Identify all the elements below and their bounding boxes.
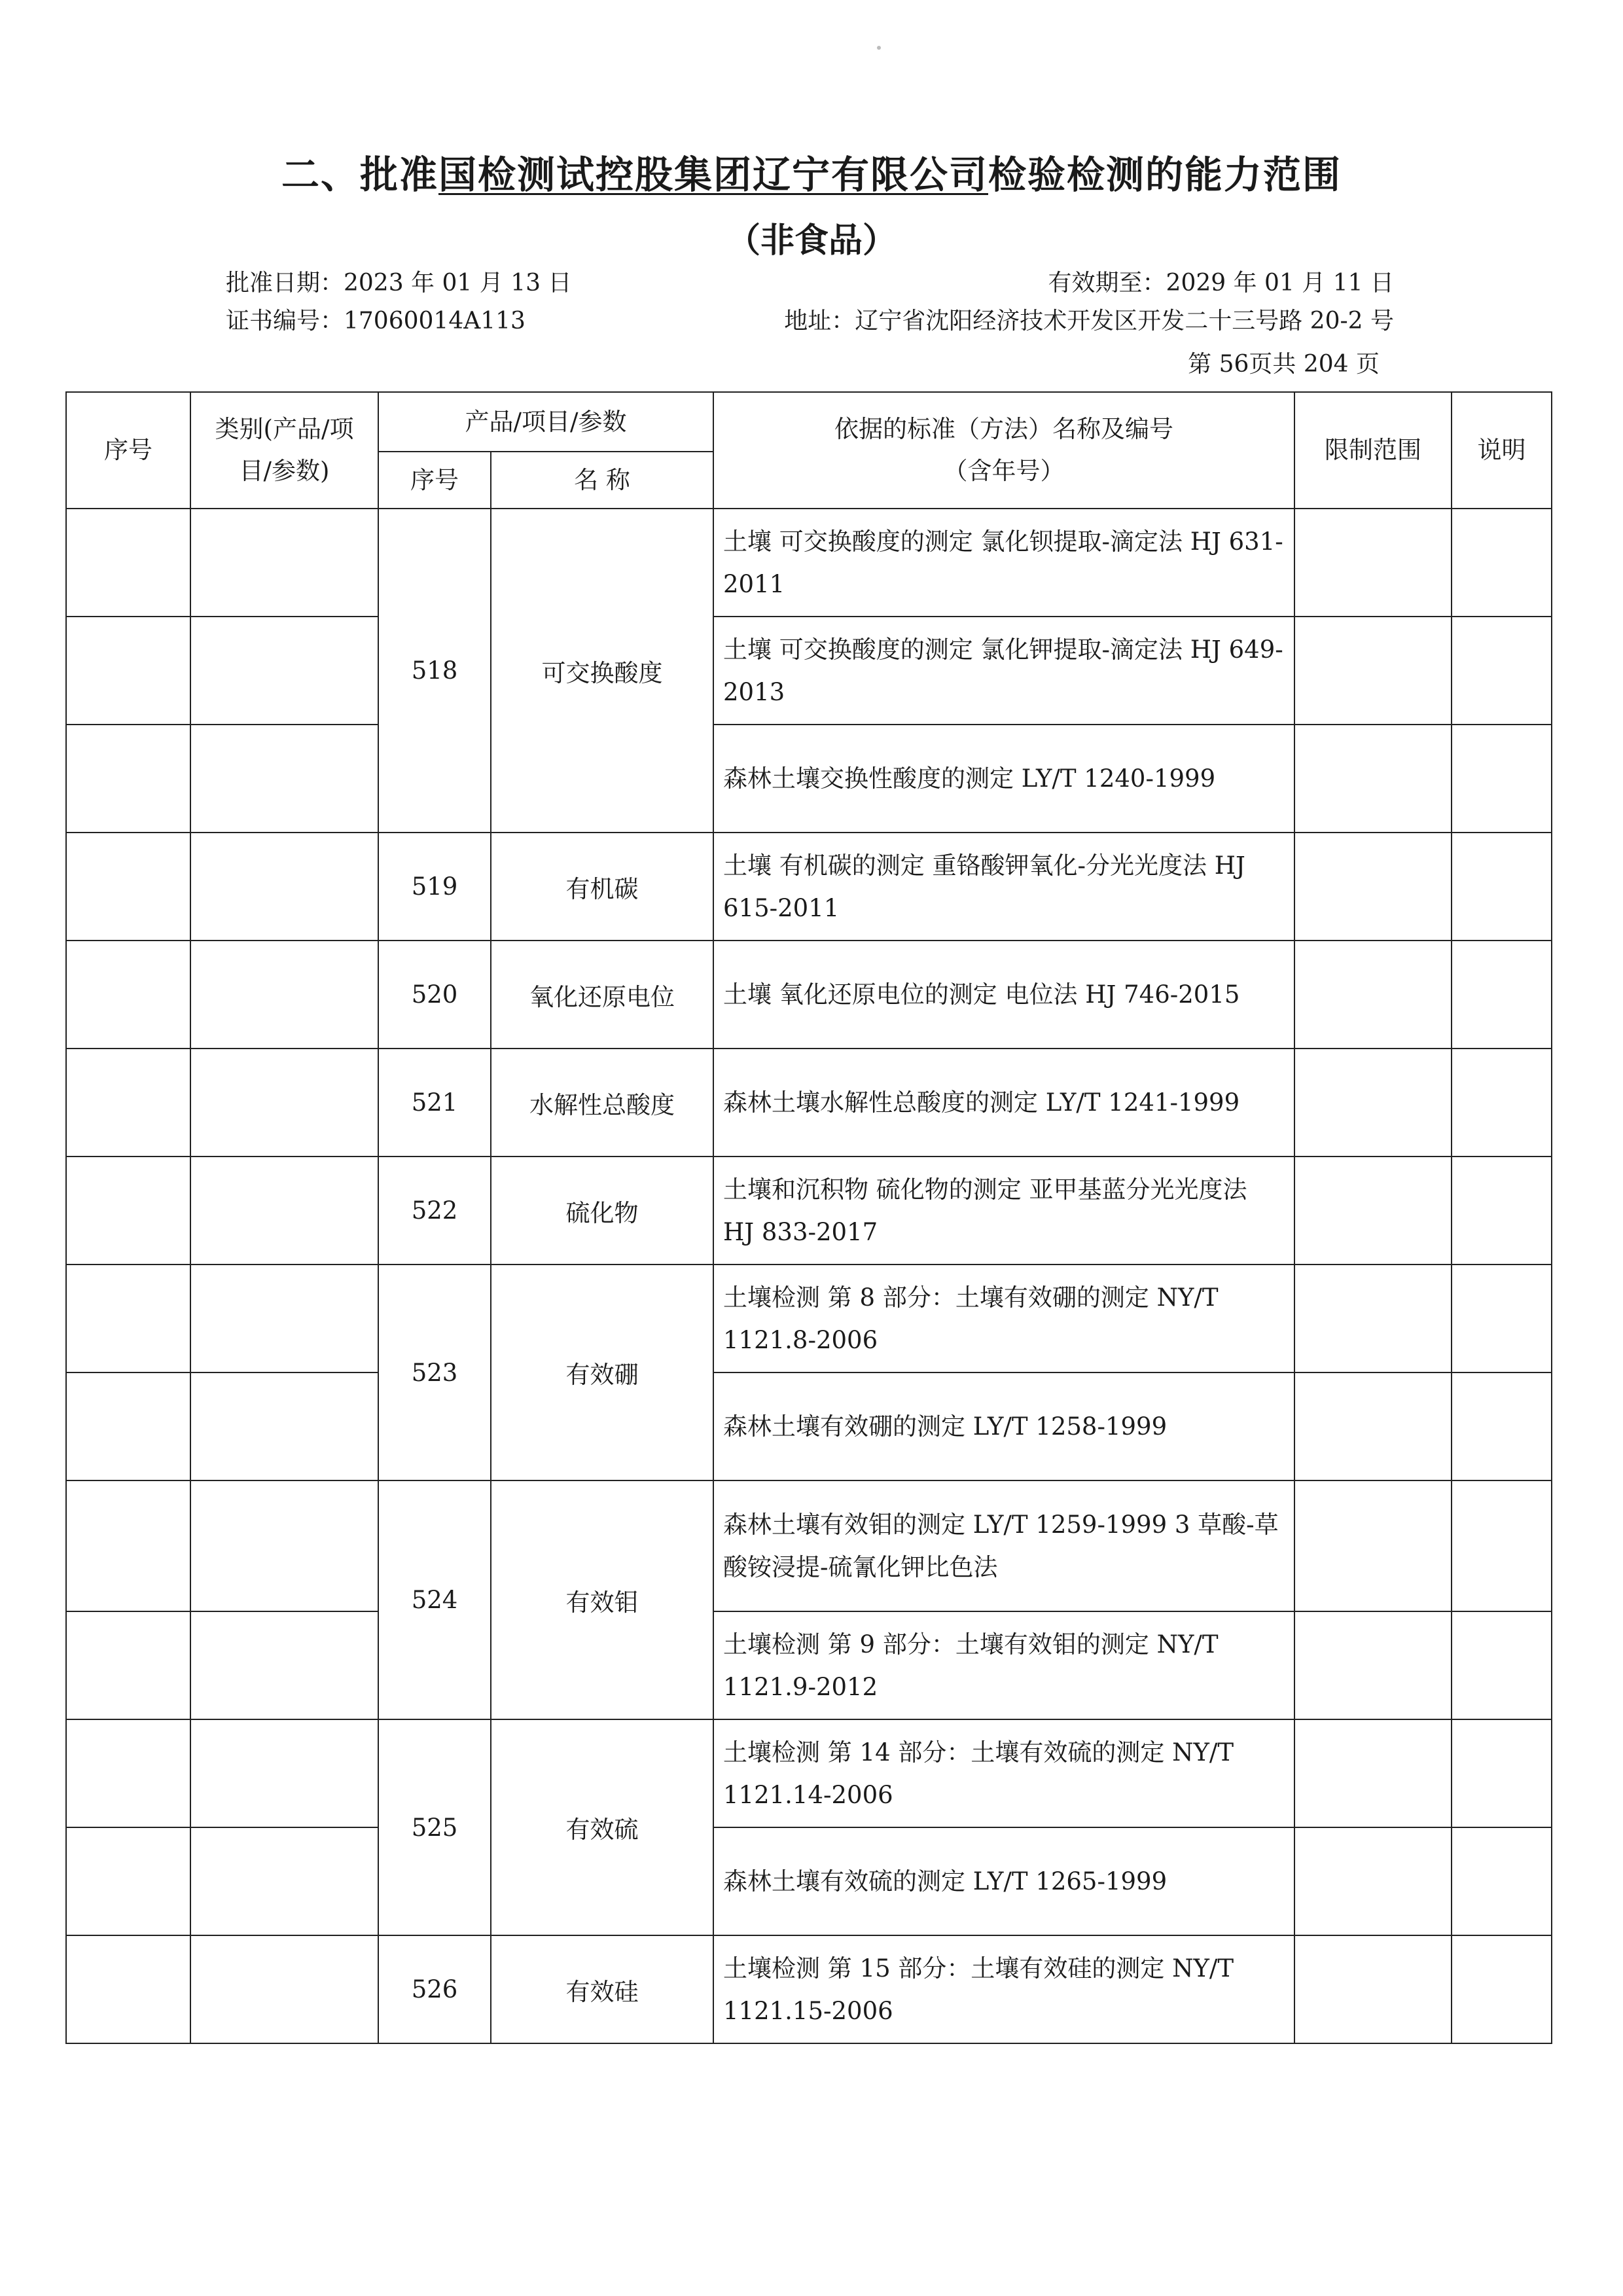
table-row — [66, 833, 1552, 941]
table-row — [66, 725, 1552, 833]
document-subtitle: （非食品） — [726, 221, 897, 260]
category-cell — [190, 1935, 378, 2043]
note-cell — [1452, 509, 1552, 617]
note-cell — [1452, 1827, 1552, 1935]
seq-cell — [66, 1372, 190, 1480]
table-row — [66, 1480, 1552, 1611]
address: 地址：辽宁省沈阳经济技术开发区开发二十三号路 20-2 号 — [784, 308, 1394, 334]
note-cell — [1452, 617, 1552, 725]
limit-cell — [1294, 1827, 1452, 1935]
item-number: 525 — [378, 1719, 491, 1935]
category-cell — [190, 1719, 378, 1827]
seq-cell — [66, 941, 190, 1049]
standard-cell: 土壤检测 第 15 部分：土壤有效硅的测定 NY/T 1121.15-2006 — [713, 1935, 1294, 2043]
category-cell — [190, 1372, 378, 1480]
item-number: 519 — [378, 833, 491, 941]
category-cell — [190, 1265, 378, 1372]
table-row — [66, 941, 1552, 1049]
item-name: 水解性总酸度 — [491, 1049, 713, 1157]
header-seq: 序号 — [66, 392, 190, 509]
category-cell — [190, 509, 378, 617]
category-cell — [190, 725, 378, 833]
standard-cell: 土壤 可交换酸度的测定 氯化钡提取-滴定法 HJ 631-2011 — [713, 509, 1294, 617]
limit-cell — [1294, 1265, 1452, 1372]
item-number: 520 — [378, 941, 491, 1049]
note-cell — [1452, 1719, 1552, 1827]
item-name: 硫化物 — [491, 1157, 713, 1265]
standard-cell: 森林土壤交换性酸度的测定 LY/T 1240-1999 — [713, 725, 1294, 833]
seq-cell — [66, 725, 190, 833]
table-row — [66, 1611, 1552, 1719]
header-category: 类别(产品/项目/参数) — [190, 392, 378, 509]
item-number: 521 — [378, 1049, 491, 1157]
limit-cell — [1294, 941, 1452, 1049]
limit-cell — [1294, 1935, 1452, 2043]
limit-cell — [1294, 1372, 1452, 1480]
table-row — [66, 1265, 1552, 1372]
category-cell — [190, 617, 378, 725]
seq-cell — [66, 833, 190, 941]
seq-cell — [66, 1265, 190, 1372]
category-cell — [190, 833, 378, 941]
header-note: 说明 — [1452, 392, 1552, 509]
table-row — [66, 1719, 1552, 1827]
standard-cell: 森林土壤有效钼的测定 LY/T 1259-1999 3 草酸-草酸铵浸提-硫氰化钾比色法 — [713, 1480, 1294, 1611]
limit-cell — [1294, 1480, 1452, 1611]
document-title — [0, 144, 1623, 199]
limit-cell — [1294, 1611, 1452, 1719]
limit-cell — [1294, 1049, 1452, 1157]
item-number: 526 — [378, 1935, 491, 2043]
item-name: 有效硼 — [491, 1265, 713, 1480]
table-row — [66, 1935, 1552, 2043]
standard-cell: 森林土壤有效硫的测定 LY/T 1265-1999 — [713, 1827, 1294, 1935]
header-product-group: 产品/项目/参数 — [378, 392, 713, 452]
limit-cell — [1294, 1719, 1452, 1827]
approval-date: 批准日期：2023 年 01 月 13 日 — [226, 270, 572, 296]
standard-cell: 土壤和沉积物 硫化物的测定 亚甲基蓝分光光度法 HJ 833-2017 — [713, 1157, 1294, 1265]
note-cell — [1452, 1611, 1552, 1719]
table-row — [66, 1049, 1552, 1157]
seq-cell — [66, 1611, 190, 1719]
header-standard: 依据的标准（方法）名称及编号（含年号） — [713, 392, 1294, 509]
header-sub-seq: 序号 — [378, 452, 491, 509]
table-row — [66, 617, 1552, 725]
note-cell — [1452, 1372, 1552, 1480]
seq-cell — [66, 1480, 190, 1611]
limit-cell — [1294, 509, 1452, 617]
category-cell — [190, 941, 378, 1049]
category-cell — [190, 1480, 378, 1611]
item-number: 522 — [378, 1157, 491, 1265]
standard-cell: 土壤 氧化还原电位的测定 电位法 HJ 746-2015 — [713, 941, 1294, 1049]
table-row — [66, 1827, 1552, 1935]
limit-cell — [1294, 833, 1452, 941]
seq-cell — [66, 1719, 190, 1827]
standard-cell: 森林土壤有效硼的测定 LY/T 1258-1999 — [713, 1372, 1294, 1480]
page-info: 第 56页共 204 页 — [1188, 351, 1380, 378]
standard-cell: 土壤检测 第 14 部分：土壤有效硫的测定 NY/T 1121.14-2006 — [713, 1719, 1294, 1827]
table-row — [66, 1372, 1552, 1480]
item-name: 有效钼 — [491, 1480, 713, 1719]
item-name: 氧化还原电位 — [491, 941, 713, 1049]
category-cell — [190, 1049, 378, 1157]
seq-cell — [66, 617, 190, 725]
standard-cell: 土壤检测 第 9 部分：土壤有效钼的测定 NY/T 1121.9-2012 — [713, 1611, 1294, 1719]
standard-cell: 土壤 有机碳的测定 重铬酸钾氧化-分光光度法 HJ 615-2011 — [713, 833, 1294, 941]
note-cell — [1452, 1480, 1552, 1611]
capability-table — [65, 391, 1552, 2044]
limit-cell — [1294, 617, 1452, 725]
scan-speck — [877, 46, 881, 50]
limit-cell — [1294, 1157, 1452, 1265]
category-cell — [190, 1157, 378, 1265]
organization-name: 国检测试控股集团辽宁有限公司 — [438, 152, 988, 197]
note-cell — [1452, 1049, 1552, 1157]
certificate-number: 证书编号：17060014A113 — [226, 308, 526, 334]
header-limit: 限制范围 — [1294, 392, 1452, 509]
seq-cell — [66, 1157, 190, 1265]
header-sub-name: 名 称 — [491, 452, 713, 509]
seq-cell — [66, 1827, 190, 1935]
item-name: 有效硫 — [491, 1719, 713, 1935]
limit-cell — [1294, 725, 1452, 833]
standard-cell: 土壤检测 第 8 部分：土壤有效硼的测定 NY/T 1121.8-2006 — [713, 1265, 1294, 1372]
table-row — [66, 1157, 1552, 1265]
note-cell — [1452, 1935, 1552, 2043]
seq-cell — [66, 1935, 190, 2043]
item-number: 518 — [378, 509, 491, 833]
item-number: 523 — [378, 1265, 491, 1480]
note-cell — [1452, 941, 1552, 1049]
category-cell — [190, 1827, 378, 1935]
note-cell — [1452, 1265, 1552, 1372]
category-cell — [190, 1611, 378, 1719]
note-cell — [1452, 833, 1552, 941]
item-name: 有效硅 — [491, 1935, 713, 2043]
table-row — [66, 509, 1552, 617]
standard-cell: 森林土壤水解性总酸度的测定 LY/T 1241-1999 — [713, 1049, 1294, 1157]
note-cell — [1452, 725, 1552, 833]
title-prefix: 二、批准 — [281, 152, 438, 197]
title-suffix: 检验检测的能力范围 — [988, 152, 1342, 197]
item-name: 可交换酸度 — [491, 509, 713, 833]
standard-cell: 土壤 可交换酸度的测定 氯化钾提取-滴定法 HJ 649-2013 — [713, 617, 1294, 725]
item-name: 有机碳 — [491, 833, 713, 941]
seq-cell — [66, 1049, 190, 1157]
note-cell — [1452, 1157, 1552, 1265]
item-number: 524 — [378, 1480, 491, 1719]
seq-cell — [66, 509, 190, 617]
valid-until: 有效期至：2029 年 01 月 11 日 — [1048, 270, 1394, 296]
